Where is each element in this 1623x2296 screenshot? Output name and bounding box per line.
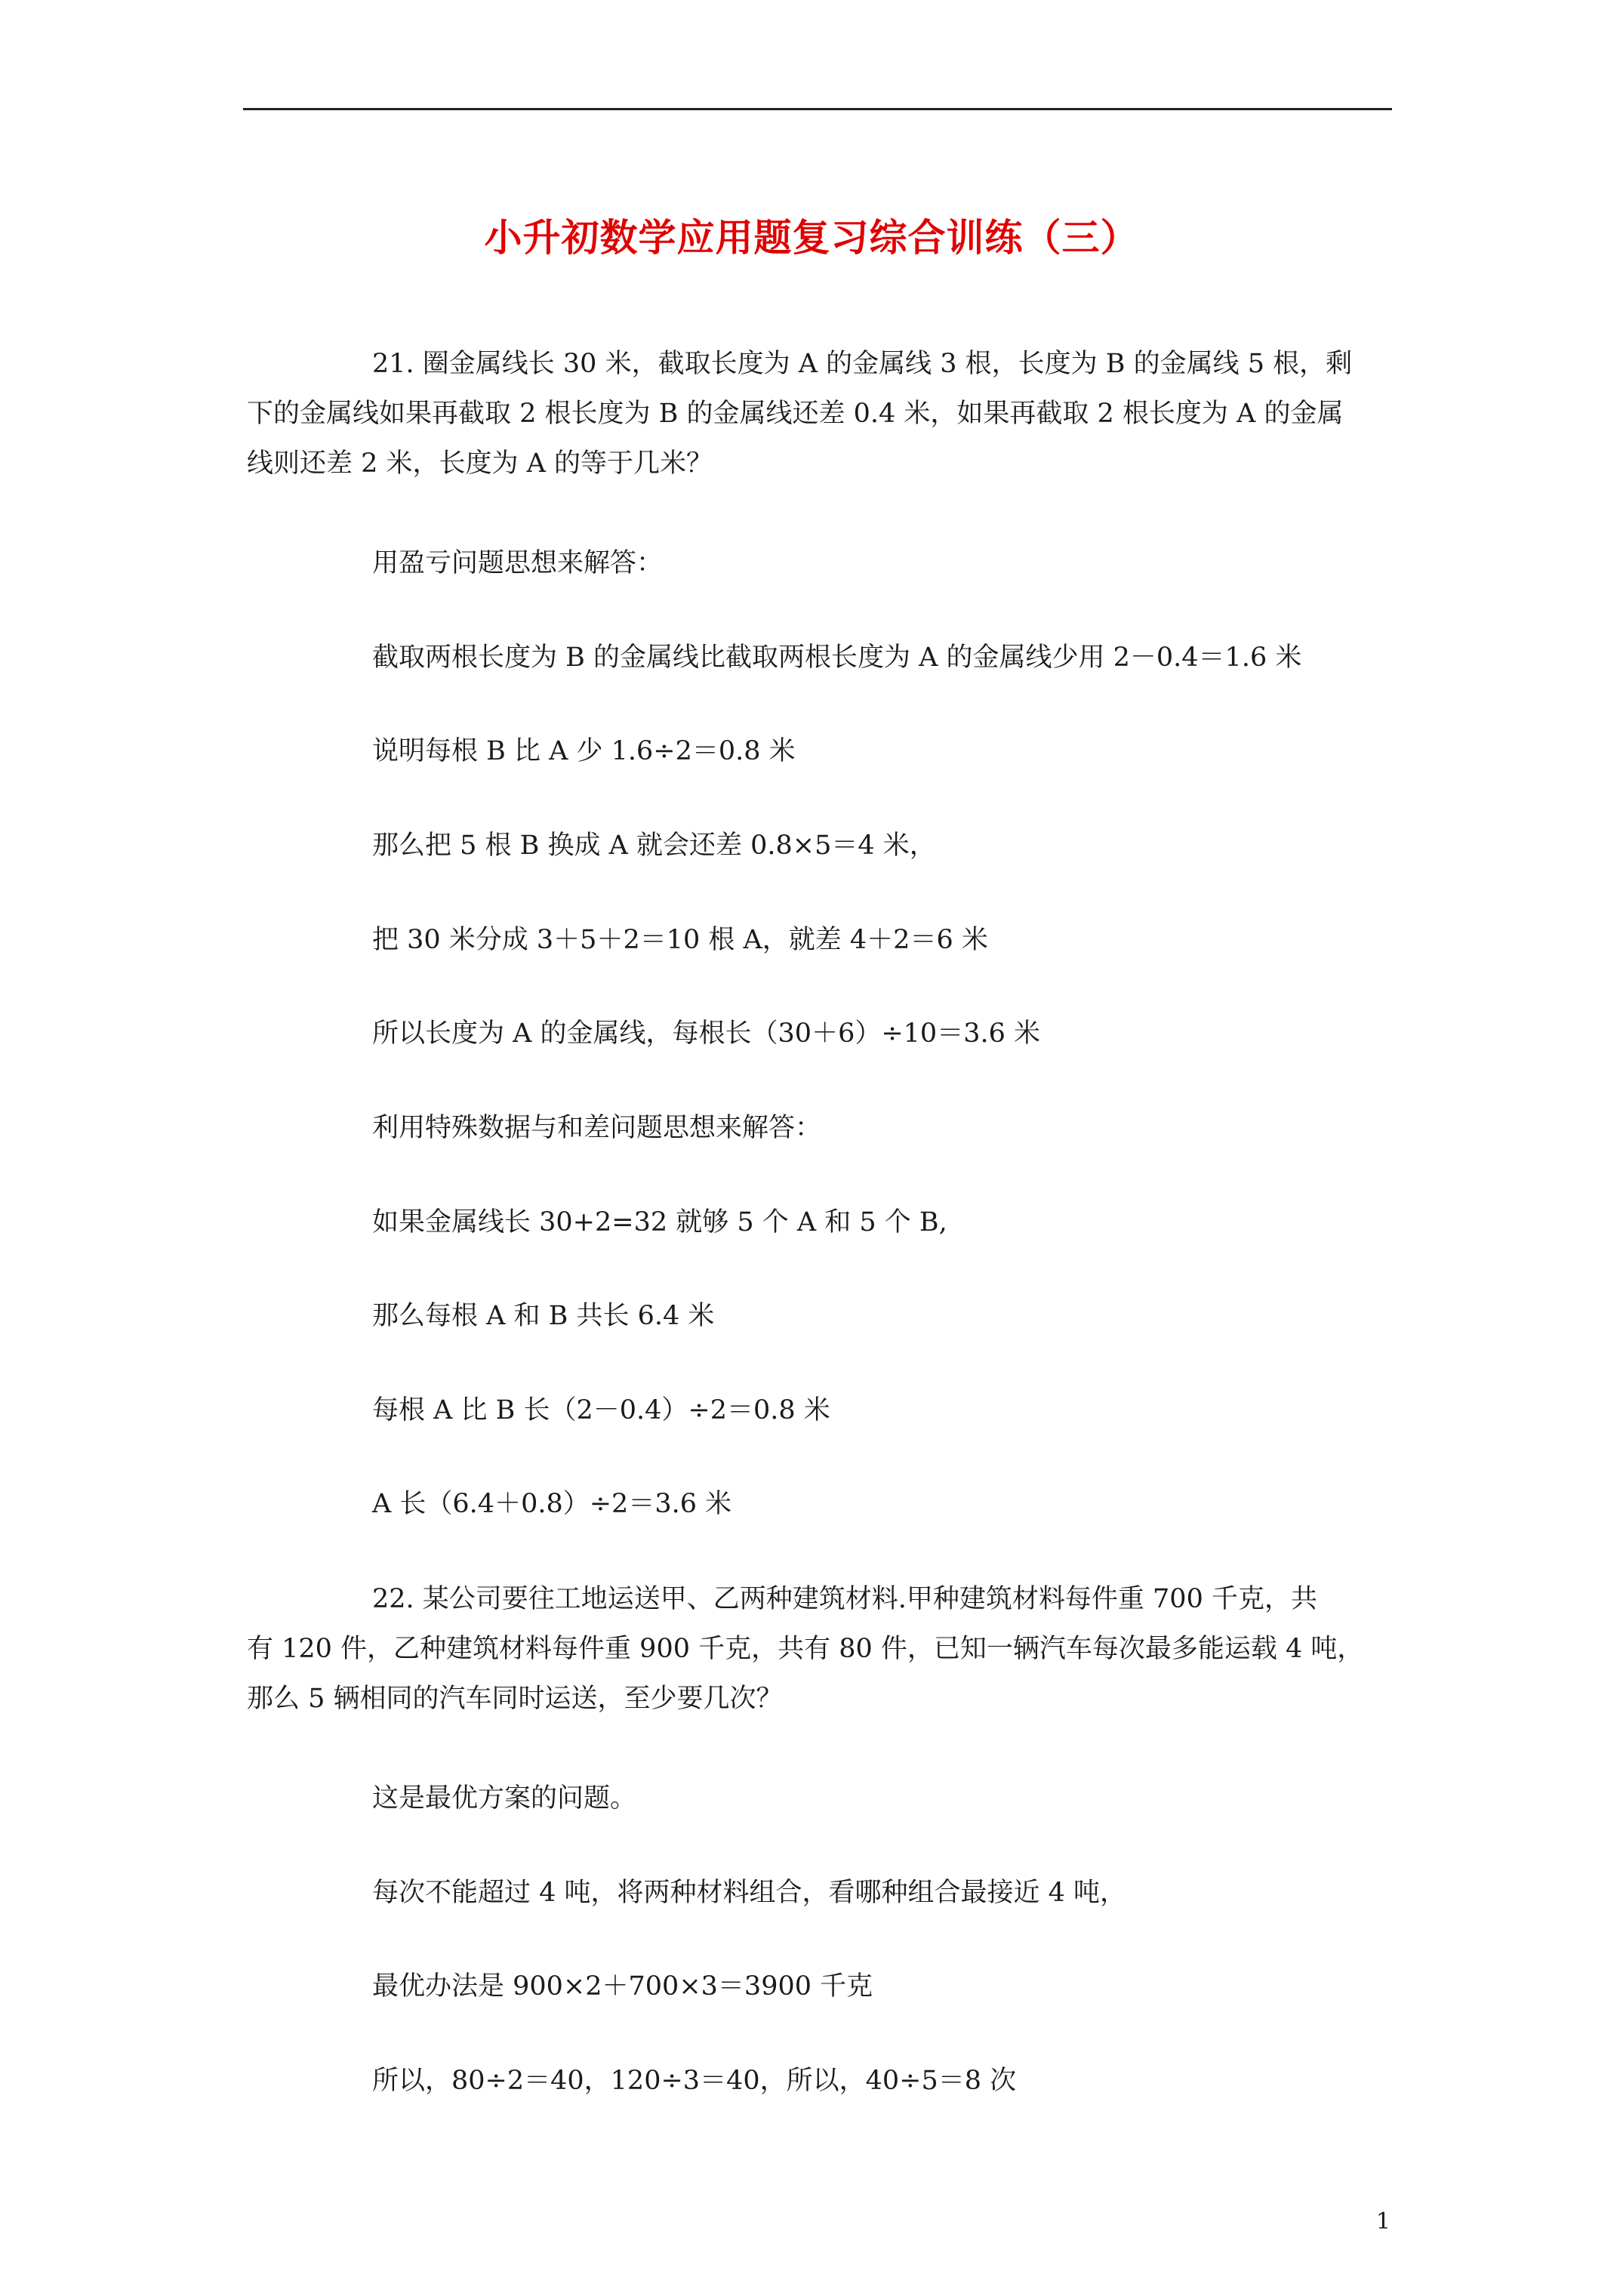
solution-step: 最优办法是 900×2＋700×3＝3900 千克 <box>372 1971 873 2002</box>
solution-step: 这是最优方案的问题。 <box>372 1783 637 1814</box>
header-rule <box>243 108 1392 110</box>
document-title: 小升初数学应用题复习综合训练（三） <box>484 215 1139 260</box>
solution-step: 那么把 5 根 B 换成 A 就会还差 0.8×5＝4 米， <box>372 831 936 861</box>
solution-step: 用盈亏问题思想来解答： <box>372 548 664 578</box>
problem-22-text <box>247 1574 1390 1724</box>
problem-21-line: 下的金属线如果再截取 2 根长度为 B 的金属线还差 0.4 米，如果再截取 2 根长度为 A 的金属 <box>247 399 1344 429</box>
solution-step: 所以，80÷2＝40，120÷3＝40，所以，40÷5＝8 次 <box>372 2066 1017 2096</box>
problem-22-line: 有 120 件，乙种建筑材料每件重 900 千克，共有 80 件，已知一辆汽车每次最多能运载 4 吨， <box>247 1634 1364 1664</box>
problem-21-text <box>247 339 1390 488</box>
problem-22-line: 那么 5 辆相同的汽车同时运送，至少要几次？ <box>247 1684 783 1714</box>
solution-step: 把 30 米分成 3＋5＋2＝10 根 A，就差 4＋2＝6 米 <box>372 925 988 955</box>
solution-step: 每根 A 比 B 长（2－0.4）÷2＝0.8 米 <box>372 1395 830 1425</box>
page-number: 1 <box>1375 2208 1390 2235</box>
solution-step: 说明每根 B 比 A 少 1.6÷2＝0.8 米 <box>372 736 796 766</box>
problem-21-line: 线则还差 2 米，长度为 A 的等于几米？ <box>247 448 713 479</box>
problem-21-line: 21. 圈金属线长 30 米，截取长度为 A 的金属线 3 根，长度为 B 的金属线 5 根，剩 <box>372 349 1353 379</box>
solution-step: A 长（6.4＋0.8）÷2＝3.6 米 <box>372 1489 732 1519</box>
solution-step: 那么每根 A 和 B 共长 6.4 米 <box>372 1301 715 1331</box>
solution-step: 每次不能超过 4 吨，将两种材料组合，看哪种组合最接近 4 吨， <box>372 1878 1127 1908</box>
solution-step: 截取两根长度为 B 的金属线比截取两根长度为 A 的金属线少用 2－0.4＝1.6 米 <box>372 643 1302 673</box>
solution-step: 利用特殊数据与和差问题思想来解答： <box>372 1113 822 1143</box>
problem-22-line: 22. 某公司要往工地运送甲、乙两种建筑材料.甲种建筑材料每件重 700 千克，共 <box>372 1584 1317 1614</box>
solution-step: 所以长度为 A 的金属线，每根长（30＋6）÷10＝3.6 米 <box>372 1019 1040 1049</box>
solution-step: 如果金属线长 30+2=32 就够 5 个 A 和 5 个 B, <box>372 1207 947 1237</box>
